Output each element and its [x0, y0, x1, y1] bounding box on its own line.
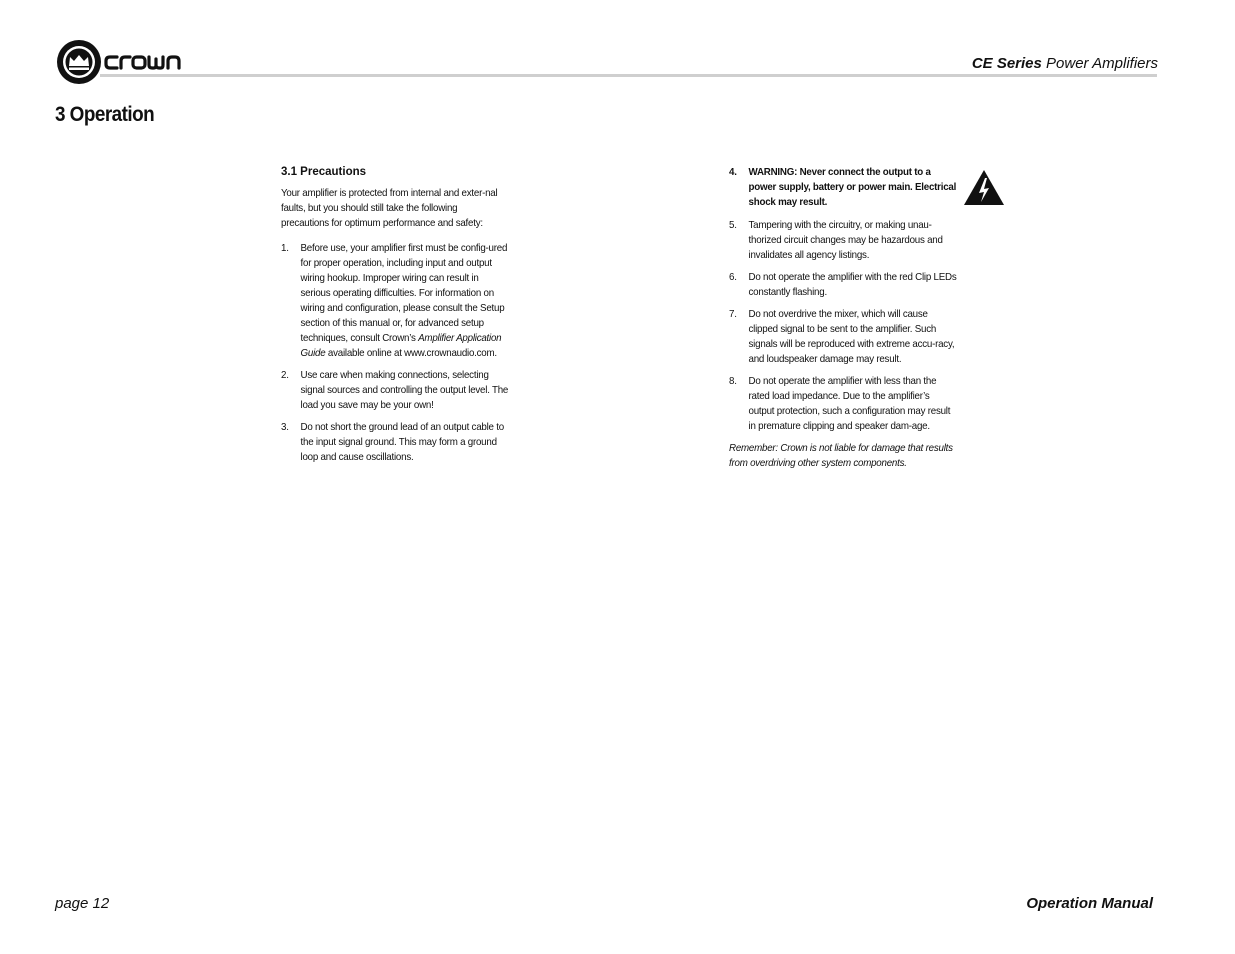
list-item [729, 374, 957, 434]
list-item-number: 1. [281, 242, 289, 254]
list-item-text: Do not operate the amplifier with the red Clip LEDs constantly flashing. [748, 271, 957, 298]
right-column [729, 165, 959, 471]
page-number: page 12 [55, 895, 110, 912]
list-item [281, 241, 509, 361]
list-item-text: Do not overdrive the mixer, which will cause clipped signal to be sent to the amplifier. Such signals will be reproduced with extreme accu-racy, and loudspeaker damage may result. [748, 308, 955, 365]
list-item-text: Tampering with the circuitry, or making unau-thorized circuit changes may be hazardous and invalidates all agency listings. [748, 219, 943, 261]
application-guide-title: Amplifier Application Guide [300, 332, 502, 359]
list-item [729, 307, 957, 367]
list-item-text: Do not operate the amplifier with less than the rated load impedance. Due to the amplifier’s output protection, such a configuration may result in premature clipping and speaker dam-age. [748, 375, 951, 432]
list-item-number: 5. [729, 219, 737, 231]
list-item-number: 6. [729, 271, 737, 283]
electrical-hazard-warning-icon [963, 169, 1005, 206]
list-item-text [301, 241, 509, 361]
header-rule [100, 74, 1157, 77]
series-title-bold: CE Series [971, 55, 1042, 72]
crown-logo [55, 38, 200, 88]
chapter-title: 3 Operation [55, 103, 155, 126]
section-heading: 3.1 Precautions [281, 166, 367, 178]
list-item-text-a: Before use, your amplifier first must be config-ured for proper operation, including input and output wiring hookup. Improper wiring can result in serious operating difficulties. For information on wiring and configuration, please consult the Setup section of this manual or, for advanced setup techniques, consult Crown’s [300, 242, 508, 344]
list-item [729, 270, 957, 300]
list-item-text: Use care when making connections, selecting signal sources and controlling the output level. The load you save may be your own! [300, 369, 509, 411]
list-item-text-b: available online at www.crownaudio.com. [325, 347, 497, 359]
list-item-number: 4. [729, 166, 737, 178]
remember-note: Remember: Crown is not liable for damage that results from overdriving other system components. [729, 442, 953, 469]
list-item [281, 368, 509, 413]
footer-title: Operation Manual [1026, 895, 1153, 912]
list-item-number: 7. [729, 308, 737, 320]
warning-text: WARNING: Never connect the output to a power supply, battery or power main. Electrical shock may result. [748, 166, 957, 208]
intro-paragraph: Your amplifier is protected from internal and exter-nal faults, but you should still take the following precautions for optimum performance and safety: [281, 187, 498, 229]
list-item-number: 8. [729, 375, 737, 387]
list-item [729, 218, 957, 263]
list-item [281, 420, 509, 465]
crown-logo-icon [55, 38, 200, 88]
list-item-number: 2. [281, 369, 289, 381]
list-item-number: 3. [281, 421, 289, 433]
series-title-rest: Power Amplifiers [1041, 55, 1158, 72]
series-title [972, 55, 1158, 72]
list-item-text: Do not short the ground lead of an output cable to the input signal ground. This may form a ground loop and cause oscillations. [300, 421, 504, 463]
warning-list-item [729, 165, 957, 210]
left-column [281, 165, 521, 472]
